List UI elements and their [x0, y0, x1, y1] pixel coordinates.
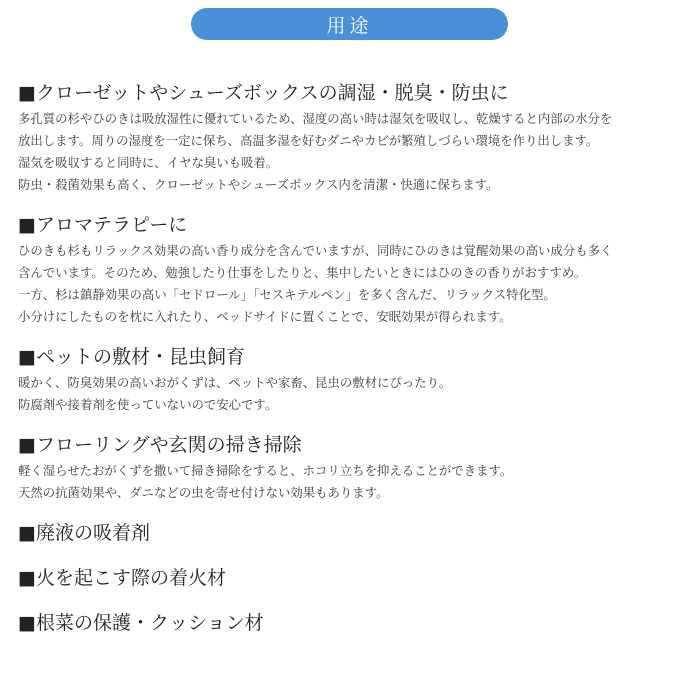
section-heading: ■廃液の吸着剤	[18, 522, 150, 544]
body-line: 一方、杉は鎮静効果の高い「セドロール」「セスキテルペン」を多く含んだ、リラックス特化型。	[18, 287, 556, 302]
section-heading: ■根菜の保護・クッション材	[18, 612, 264, 634]
usage-content	[18, 78, 694, 638]
body-line: 天然の抗菌効果や、ダニなどの虫を寄せ付けない効果もあります。	[18, 485, 389, 500]
section-waste-liquid-absorbent	[18, 518, 694, 548]
body-line: 暖かく、防臭効果の高いおがくずは、ペットや家畜、昆虫の敷材にぴったり。	[18, 375, 452, 390]
section-root-vegetable-cushion	[18, 608, 694, 638]
section-heading: ■アロマテラピーに	[18, 214, 188, 236]
section-heading: ■フローリングや玄関の掃き掃除	[18, 434, 302, 456]
section-aromatherapy	[18, 210, 694, 328]
body-line: 軽く湿らせたおがくずを撒いて掃き掃除をすると、ホコリ立ちを抑えることができます。	[18, 463, 513, 478]
section-heading: ■ペットの敷材・昆虫飼育	[18, 346, 245, 368]
body-line: ひのきも杉もリラックス効果の高い香り成分を含んでいますが、同時にひのきは覚醒効果の高い成分も多く	[18, 243, 613, 258]
section-fire-starter	[18, 563, 694, 593]
body-line: 多孔質の杉やひのきは吸放湿性に優れているため、湿度の高い時は湿気を吸収し、乾燥すると内部の水分を	[18, 111, 613, 126]
section-body	[18, 108, 694, 196]
section-closet-deodorize	[18, 78, 694, 196]
body-line: 小分けにしたものを枕に入れたり、ベッドサイドに置くことで、安眠効果が得られます。	[18, 309, 512, 324]
body-line: 防腐剤や接着剤を使っていないので安心です。	[18, 397, 278, 412]
usage-title-banner	[191, 8, 508, 40]
body-line: 含んでいます。そのため、勉強したり仕事をしたりと、集中したいときにはひのきの香りがおすすめ。	[18, 265, 587, 280]
body-line: 防虫・殺菌効果も高く、クローゼットやシューズボックス内を清潔・快適に保ちます。	[18, 177, 499, 192]
body-line: 湿気を吸収すると同時に、イヤな臭いも吸着。	[18, 155, 279, 170]
section-body	[18, 240, 694, 328]
body-line: 放出します。周りの湿度を一定に保ち、高温多湿を好むダニやカビが繁殖しづらい環境を作り出します。	[18, 133, 599, 148]
section-body	[18, 460, 694, 504]
section-floor-cleaning	[18, 430, 694, 504]
section-pet-bedding	[18, 342, 694, 416]
section-body	[18, 372, 694, 416]
section-heading: ■火を起こす際の着火材	[18, 567, 226, 589]
usage-title: 用途	[326, 14, 373, 37]
section-heading: ■クローゼットやシューズボックスの調湿・脱臭・防虫に	[18, 82, 509, 104]
